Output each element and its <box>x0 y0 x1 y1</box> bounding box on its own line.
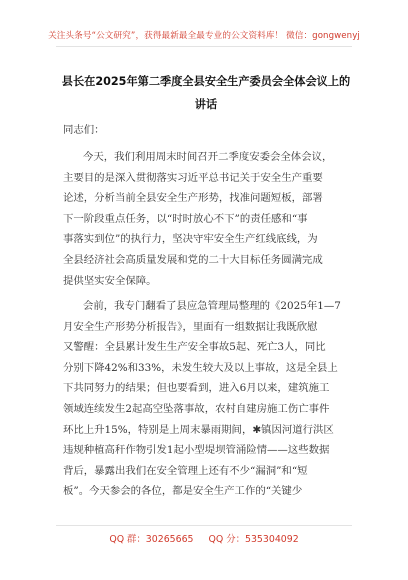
footer-contact <box>0 531 408 545</box>
paragraph-line: 分别下降42%和33%，未发生较大及以上事故，这是全县上 <box>63 361 338 374</box>
paragraph-line: 事落实到位”的执行力，坚决守牢安全生产红线底线，为 <box>63 233 318 246</box>
paragraph-line: 今天，我们利用周末时间召开二季度安委会全体会议， <box>83 151 333 163</box>
title-line-1: 县长在2025年第二季度全县安全生产委员会全体会议上的 <box>61 75 351 88</box>
document-title <box>60 70 352 116</box>
promo-banner: 关注头条号“公文研究”，获得最新最全最专业的公文资料库！ 微信：gongwenyj <box>48 31 360 41</box>
paragraph-line: 主要目的是深入贯彻落实习近平总书记关于安全生产重要 <box>63 171 323 184</box>
title-line-2: 讲话 <box>194 98 218 111</box>
paragraph-line: 论述，分析当前全县安全生产形势，找准问题短板，部署 <box>63 192 323 205</box>
paragraph-line: 月安全生产形势分析报告》，里面有一组数据让我既欣慰 <box>63 320 318 333</box>
paragraph-line: 背后，暴露出我们在安全管理上还有不少“漏洞”和“短 <box>63 464 308 477</box>
paragraph-line: 全县经济社会高质量发展和党的二十大目标任务圆满完成 <box>63 253 323 266</box>
paragraph-line: 下一阶段重点任务，以“时时放心不下”的责任感和“事 <box>63 212 308 225</box>
header-divider <box>56 46 352 47</box>
qq-number: QQ 分：535304092 <box>208 534 299 545</box>
paragraph-1 <box>63 147 353 291</box>
footer-divider <box>56 525 352 526</box>
paragraph-line: 违规种植高秆作物引发1起小型堤坝管涌险情——这些数据 <box>63 444 330 457</box>
paragraph-line: 领域连续发生2起高空坠落事故，农村自建房施工伤亡事件 <box>63 402 330 415</box>
paragraph-line: 下共同努力的结果；但也要看到，进入6月以来，建筑施工 <box>63 382 330 395</box>
paragraph-2 <box>63 296 353 502</box>
paragraph-line: 会前，我专门翻看了县应急管理局整理的《2025年1—7 <box>83 300 341 312</box>
qq-group-number: QQ 群：30265665 <box>109 534 194 545</box>
paragraph-line: 环比上升15%，特别是上周末暴雨期间，✱镇因河道行洪区 <box>63 423 334 436</box>
paragraph-line: 又警醒：全县累计发生生产安全事故5起、死亡3人，同比 <box>63 341 326 354</box>
paragraph-line: 提供坚实安全保障。 <box>63 274 157 287</box>
salutation: 同志们： <box>63 124 105 136</box>
paragraph-line: 板”。今天参会的各位，都是安全生产工作的“关键少 <box>63 485 303 498</box>
